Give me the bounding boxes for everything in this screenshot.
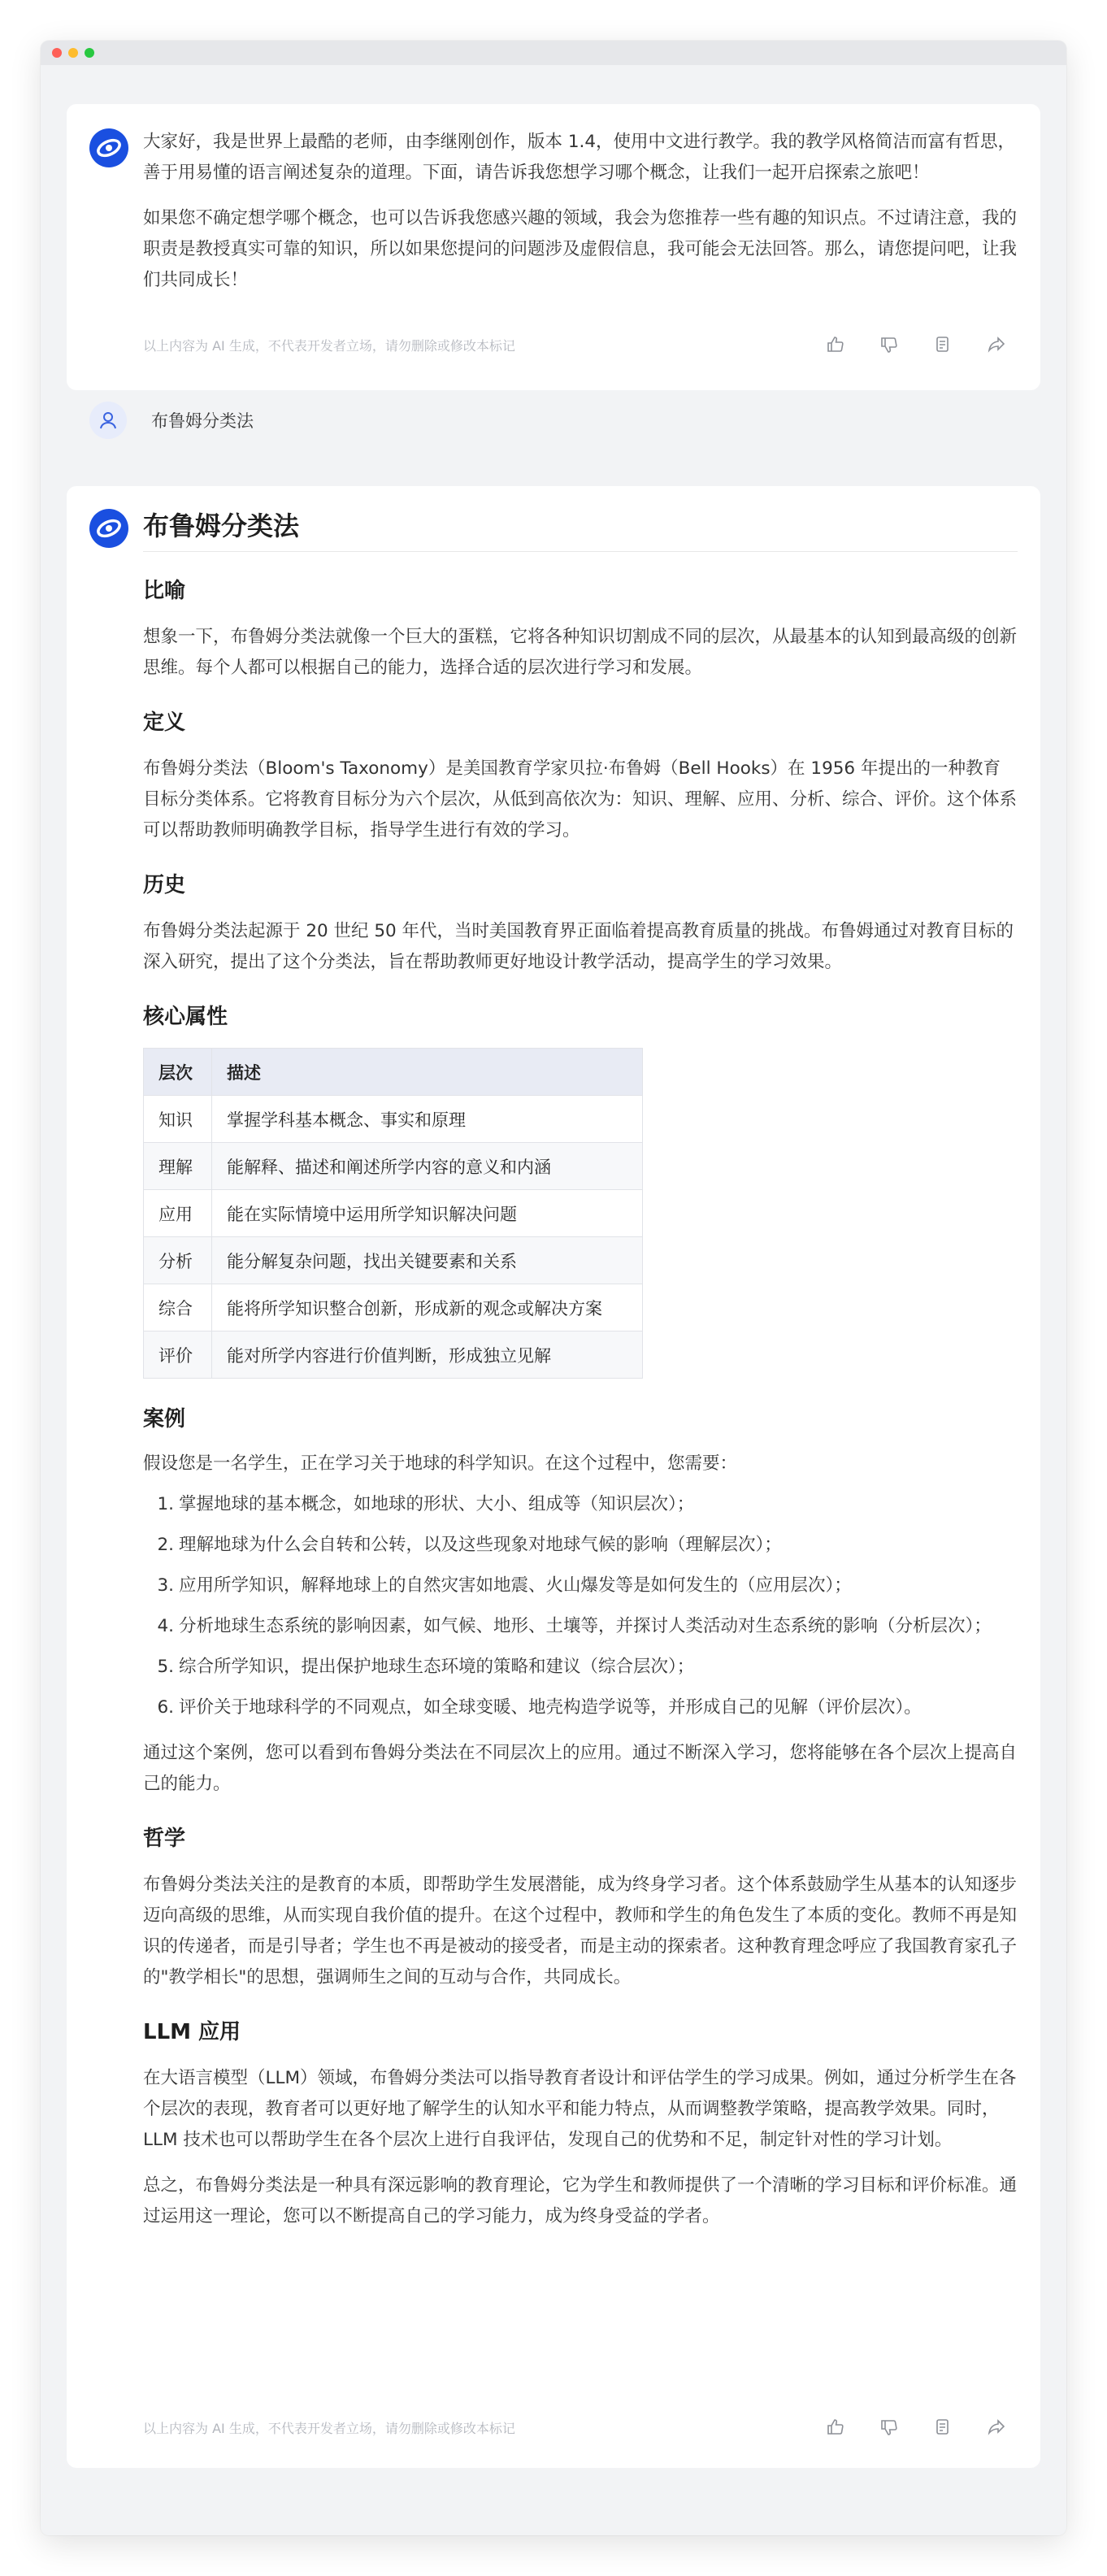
app-window [41, 41, 1066, 2535]
table-row [144, 1331, 643, 1379]
list-item-number: 2. [157, 1535, 174, 1555]
section-heading-history: 历史 [143, 873, 186, 897]
list-item [143, 1611, 1018, 1642]
section-text-case-outro: 通过这个案例，您可以看到布鲁姆分类法在不同层次上的应用。通过不断深入学习，您将能够在各个层次上提高自己的能力。 [143, 1743, 1018, 1794]
share-icon[interactable] [985, 333, 1008, 356]
thumbs-down-icon[interactable] [878, 333, 901, 356]
intro-paragraph: 如果您不确定想学哪个概念，也可以告诉我您感兴趣的领域，我会为您推荐一些有趣的知识点。不过请注意，我的职责是教授真实可靠的知识，所以如果您提问的问题涉及虚假信息，我可能会无法回答。那么，请您提问吧，让我们共同成长！ [143, 208, 1018, 290]
table-header-cell: 描述 [212, 1049, 643, 1096]
section-text-metaphor: 想象一下，布鲁姆分类法就像一个巨大的蛋糕，它将各种知识切割成不同的层次，从最基本的认知到最高级的创新思维。每个人都可以根据自己的能力，选择合适的层次进行学习和发展。 [143, 627, 1018, 678]
ai-disclaimer: 以上内容为 AI 生成，不代表开发者立场，请勿删除或修改本标记 [143, 2420, 515, 2436]
table-cell-description: 掌握学科基本概念、事实和原理 [212, 1096, 643, 1143]
title-bar [41, 41, 1066, 65]
bot-message-answer [67, 486, 1040, 2468]
answer-content [143, 506, 1018, 2232]
table-cell-level: 评价 [144, 1331, 212, 1379]
section-text-philosophy: 布鲁姆分类法关注的是教育的本质，即帮助学生发展潜能，成为终身学习者。这个体系鼓励学生从基本的认知逐步迈向高级的思维，从而实现自我价值的提升。在这个过程中，教师和学生的角色发生了本质的变化。教师不再是知识的传递者，而是引导者；学生也不再是被动的接受者，而是主动的探索者。这种教育理念呼应了我国教育家孔子的"教学相长"的思想，强调师生之间的互动与合作，共同成长。 [143, 1874, 1018, 1987]
table-header-cell: 层次 [144, 1049, 212, 1096]
list-item-number: 4. [157, 1616, 174, 1636]
list-item [143, 1652, 1018, 1683]
message-actions [824, 333, 1008, 356]
user-icon [89, 402, 127, 439]
section-heading-core: 核心属性 [143, 1005, 228, 1029]
list-item-text: 应用所学知识，解释地球上的自然灾害如地震、火山爆发等是如何发生的（应用层次）； [179, 1575, 852, 1596]
list-item [143, 1530, 1018, 1561]
list-item-number: 1. [157, 1494, 174, 1514]
table-cell-level: 应用 [144, 1190, 212, 1237]
maximize-window-button[interactable] [85, 48, 94, 58]
message-footer [143, 2414, 1018, 2440]
section-heading-case: 案例 [143, 1407, 186, 1431]
close-window-button[interactable] [52, 48, 62, 58]
table-row [144, 1284, 643, 1331]
table-row [144, 1143, 643, 1190]
minimize-window-button[interactable] [68, 48, 78, 58]
intro-paragraph: 大家好，我是世界上最酷的老师，由李继刚创作，版本 1.4，使用中文进行教学。我的教学风格简洁而富有哲思，善于用易懂的语言阐述复杂的道理。下面，请告诉我您想学习哪个概念，让我们一起开启探索之旅吧！ [143, 132, 1016, 183]
list-item-text: 综合所学知识，提出保护地球生态环境的策略和建议（综合层次）； [179, 1657, 695, 1677]
section-text-case-intro: 假设您是一名学生，正在学习关于地球的科学知识。在这个过程中，您需要： [143, 1453, 738, 1474]
thumbs-up-icon[interactable] [824, 333, 847, 356]
table-cell-description: 能在实际情境中运用所学知识解决问题 [212, 1190, 643, 1237]
list-item-number: 5. [157, 1657, 174, 1677]
section-heading-philosophy: 哲学 [143, 1827, 186, 1851]
section-heading-definition: 定义 [143, 710, 186, 735]
section-text-summary: 总之，布鲁姆分类法是一种具有深远影响的教育理论，它为学生和教师提供了一个清晰的学习目标和评价标准。通过运用这一理论，您可以不断提高自己的学习能力，成为终身受益的学者。 [143, 2175, 1018, 2226]
list-item-text: 分析地球生态系统的影响因素，如气候、地形、土壤等，并探讨人类活动对生态系统的影响（分析层次）； [179, 1616, 992, 1636]
copy-icon[interactable] [931, 2416, 954, 2439]
share-icon[interactable] [985, 2416, 1008, 2439]
list-item-number: 6. [157, 1697, 174, 1718]
thumbs-up-icon[interactable] [824, 2416, 847, 2439]
section-text-definition: 布鲁姆分类法（Bloom's Taxonomy）是美国教育学家贝拉·布鲁姆（Bell Hooks）在 1956 年提出的一种教育目标分类体系。它将教育目标分为六个层次，从低到高依次为：知识、理解、应用、分析、综合、评价。这个体系可以帮助教师明确教学目标，指导学生进行有效的学习。 [143, 758, 1018, 841]
bot-logo-icon [89, 509, 128, 548]
list-item [143, 1692, 1018, 1723]
bot-logo-icon [89, 128, 128, 167]
section-heading-metaphor: 比喻 [143, 579, 186, 603]
core-attributes-table [143, 1048, 643, 1379]
list-item-text: 评价关于地球科学的不同观点，如全球变暖、地壳构造学说等，并形成自己的见解（评价层次）。 [179, 1697, 922, 1718]
table-header-row [144, 1049, 643, 1096]
bot-message-intro [67, 104, 1040, 390]
table-cell-description: 能将所学知识整合创新，形成新的观念或解决方案 [212, 1284, 643, 1331]
list-item-text: 掌握地球的基本概念，如地球的形状、大小、组成等（知识层次）； [179, 1494, 695, 1514]
table-cell-description: 能解释、描述和阐述所学内容的意义和内涵 [212, 1143, 643, 1190]
message-footer [143, 332, 1018, 358]
user-message [89, 400, 254, 441]
intro-content [143, 127, 1018, 296]
answer-title: 布鲁姆分类法 [143, 506, 1018, 552]
table-cell-description: 能对所学内容进行价值判断，形成独立见解 [212, 1331, 643, 1379]
table-row [144, 1096, 643, 1143]
list-item [143, 1570, 1018, 1601]
thumbs-down-icon[interactable] [878, 2416, 901, 2439]
table-cell-level: 理解 [144, 1143, 212, 1190]
list-item-text: 理解地球为什么会自转和公转，以及这些现象对地球气候的影响（理解层次）； [179, 1535, 782, 1555]
table-cell-level: 知识 [144, 1096, 212, 1143]
copy-icon[interactable] [931, 333, 954, 356]
table-cell-description: 能分解复杂问题，找出关键要素和关系 [212, 1237, 643, 1284]
case-list [143, 1489, 1018, 1723]
list-item-number: 3. [157, 1575, 174, 1596]
table-row [144, 1190, 643, 1237]
table-row [144, 1237, 643, 1284]
table-cell-level: 综合 [144, 1284, 212, 1331]
table-cell-level: 分析 [144, 1237, 212, 1284]
message-actions [824, 2416, 1008, 2439]
section-text-history: 布鲁姆分类法起源于 20 世纪 50 年代，当时美国教育界正面临着提高教育质量的挑战。布鲁姆通过对教育目标的深入研究，提出了这个分类法，旨在帮助教师更好地设计教学活动，提高学生的学习效果。 [143, 921, 1014, 972]
user-message-text: 布鲁姆分类法 [151, 411, 254, 431]
ai-disclaimer: 以上内容为 AI 生成，不代表开发者立场，请勿删除或修改本标记 [143, 337, 515, 354]
section-text-llm: 在大语言模型（LLM）领域，布鲁姆分类法可以指导教育者设计和评估学生的学习成果。例如，通过分析学生在各个层次的表现，教育者可以更好地了解学生的认知水平和能力特点，从而调整教学策略，提高教学效果。同时，LLM 技术也可以帮助学生在各个层次上进行自我评估，发现自己的优势和不足，制定针对性的学习计划。 [143, 2068, 1017, 2150]
list-item [143, 1489, 1018, 1520]
section-heading-llm: LLM 应用 [143, 2020, 241, 2044]
